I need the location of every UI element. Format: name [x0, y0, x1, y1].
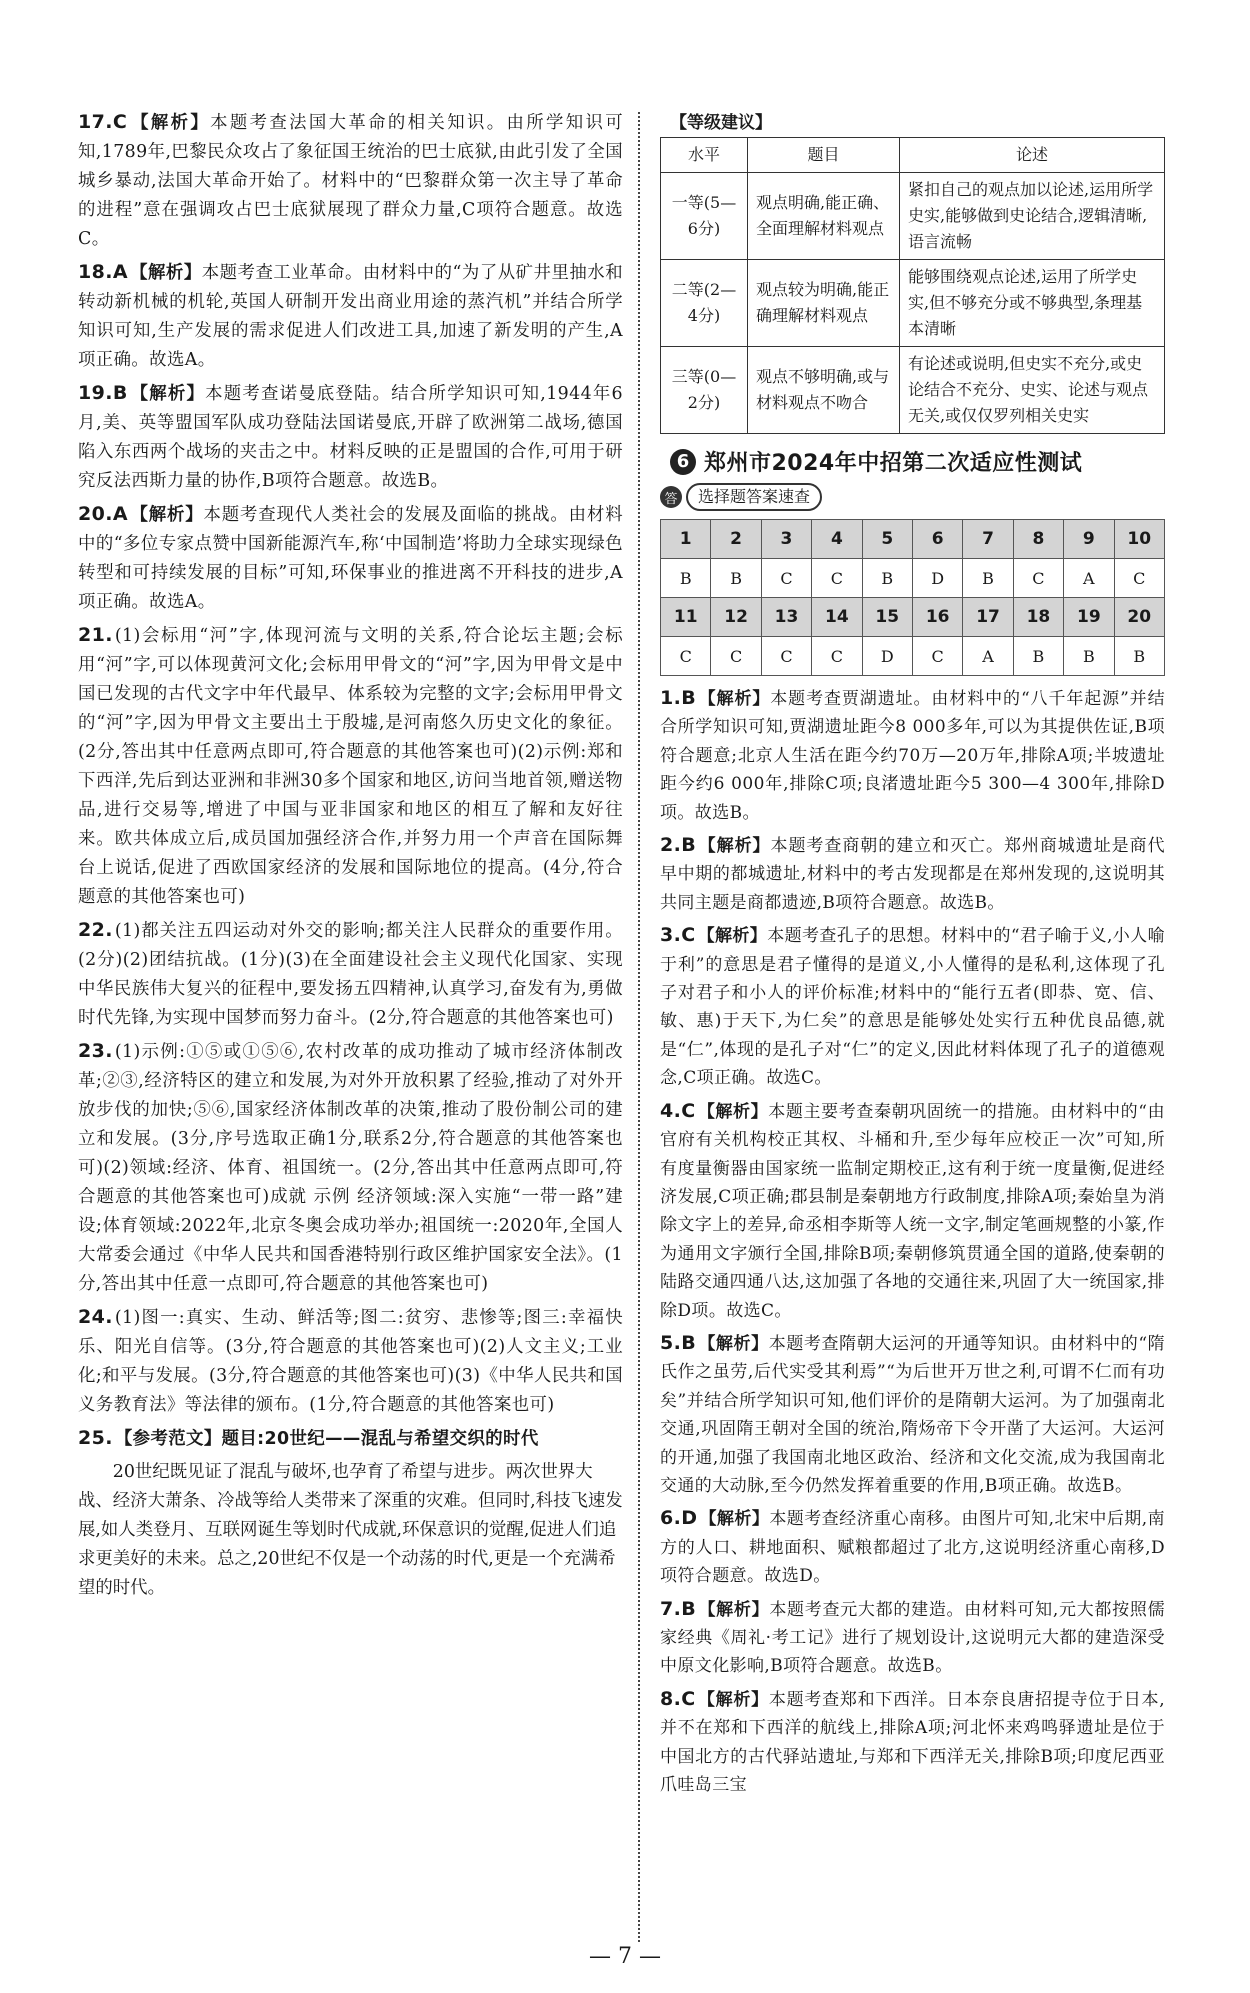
grade-header-topic: 题目	[748, 138, 900, 173]
quick-answer-label	[660, 483, 1165, 511]
question-number: 11	[661, 598, 711, 637]
answer-letter: B	[711, 559, 761, 598]
grade-topic: 观点不够明确,或与材料观点不吻合	[748, 347, 900, 434]
section-title: 郑州市2024年中招第二次适应性测试	[704, 451, 1083, 476]
answer-r3: 3.C 【解析】本题考查孔子的思想。材料中的“君子喻于义,小人喻于利”的意思是君子懂得的是道义,小人懂得的是私利,这体现了孔子对君子和小人的评价标准;材料中的“能行五者(即恭、宽、信、敏、惠)于天下,为仁矣”的意思是能够处处实行五种优良品德,就是“仁”,体现的是孔子对“仁”的定义,因此材料体现了孔子的道德观念,C项正确。故选C。	[660, 924, 1165, 1089]
answer-r2: 2.B 【解析】本题考查商朝的建立和灭亡。郑州商城遗址是商代早中期的都城遗址,材料中的考古发现都是在郑州发现的,这说明其共同主题是商都遗迹,B项符合题意。故选B。	[660, 834, 1165, 913]
question-number: 19	[1064, 598, 1114, 637]
answer-letter: B	[963, 559, 1013, 598]
answer-r8: 8.C 【解析】本题考查郑和下西洋。日本奈良唐招提寺位于日本,并不在郑和下西洋的航线上,排除A项;河北怀来鸡鸣驿遗址是位于中国北方的古代驿站遗址,与郑和下西洋无关,排除B项;印度尼西亚爪哇岛三宝	[660, 1687, 1165, 1796]
answer-letter: C	[761, 637, 811, 676]
question-number: 8	[1013, 520, 1063, 559]
grade-header-argument: 论述	[900, 138, 1165, 173]
question-number: 7	[963, 520, 1013, 559]
grade-argument: 紧扣自己的观点加以论述,运用所学史实,能够做到史论结合,逻辑清晰,语言流畅	[900, 173, 1165, 260]
right-column	[660, 108, 1165, 1803]
question-number: 20	[1114, 598, 1164, 637]
answer-letter: C	[1013, 559, 1063, 598]
grade-argument: 能够围绕观点论述,运用了所学史实,但不够充分或不够典型,条理基本清晰	[900, 260, 1165, 347]
quick-answer-text: 选择题答案速查	[686, 483, 822, 511]
question-number: 1	[661, 520, 711, 559]
answer-letter: C	[761, 559, 811, 598]
question-number: 12	[711, 598, 761, 637]
question-number: 15	[862, 598, 912, 637]
question-number: 17	[963, 598, 1013, 637]
question-number: 14	[812, 598, 862, 637]
question-number: 16	[912, 598, 962, 637]
page-number: — 7 —	[589, 1944, 661, 1969]
answer-23: 23. (1)示例:①⑤或①⑤⑥,农村改革的成功推动了城市经济体制改革;②③,经济特区的建立和发展,为对外开放积累了经验,推动了对外开放步伐的加快;⑤⑥,国家经济体制改革的决策,推动了股份制公司的建立和发展。(3分,序号选取正确1分,联系2分,符合题意的其他答案也可)(2)领域:经济、体育、祖国统一。(2分,答出其中任意两点即可,符合题意的其他答案也可)成就 示例 经济领域:深入实施“一带一路”建设;体育领域:2022年,北京冬奥会成功举办;祖国统一:2020年,全国人大常委会通过《中华人民共和国香港特别行政区维护国家安全法》。(1分,答出其中任意一点即可,符合题意的其他答案也可)	[78, 1040, 623, 1294]
answer-18: 18.A 【解析】本题考查工业革命。由材料中的“为了从矿井里抽水和转动新机械的机轮,英国人研制开发出商业用途的蒸汽机”并结合所学知识可知,生产发展的需求促进人们改进工具,加速了新发明的产生,A项正确。故选A。	[78, 261, 623, 370]
answer-letter: C	[812, 559, 862, 598]
answer-letter: C	[812, 637, 862, 676]
grade-argument: 有论述或说明,但史实不充分,或史论结合不充分、史实、论述与观点无关,或仅仅罗列相关史实	[900, 347, 1165, 434]
question-number: 5	[862, 520, 912, 559]
answer-letter: B	[1064, 637, 1114, 676]
answer-letter: C	[711, 637, 761, 676]
question-number: 6	[912, 520, 962, 559]
answer-letter: A	[1064, 559, 1114, 598]
answer-r5: 5.B 【解析】本题考查隋朝大运河的开通等知识。由材料中的“隋氏作之虽劳,后代实受其利焉”“为后世开万世之利,可谓不仁而有功矣”并结合所学知识可知,他们评价的是隋朝大运河。为了加强南北交通,巩固隋王朝对全国的统治,隋炀帝下令开凿了大运河。大运河的开通,加强了我国南北地区政治、经济和文化交流,成为我国南北交通的大动脉,至今仍然发挥着重要的作用,B项正确。故选B。	[660, 1331, 1166, 1496]
answer-r1: 1.B 【解析】本题考查贾湖遗址。由材料中的“八千年起源”并结合所学知识可知,贾湖遗址距今8 000多年,可以为其提供佐证,B项符合题意;北京人生活在距今约70万—20万年,排除A项;半坡遗址距今约6 000年,排除C项;良渚遗址距今5 300—4 300年,排除D项。故选B。	[660, 687, 1165, 823]
answer-17: 17.C 【解析】本题考查法国大革命的相关知识。由所学知识可知,1789年,巴黎民众攻占了象征国王统治的巴士底狱,由此引发了全国城乡暴动,法国大革命开始了。材料中的“巴黎群众第一次主导了革命的进程”意在强调攻占巴士底狱展现了群众力量,C项符合题意。故选C。	[78, 111, 623, 249]
answer-letter: B	[1114, 637, 1164, 676]
answer-number-row	[661, 520, 1165, 559]
question-number: 3	[761, 520, 811, 559]
answer-24: 24. (1)图一:真实、生动、鲜活等;图二:贫穷、悲惨等;图三:幸福快乐、阳光自信等。(3分,符合题意的其他答案也可)(2)人文主义;工业化;和平与发展。(3分,符合题意的其他答案也可)(3)《中华人民共和国义务教育法》等法律的颁布。(1分,符合题意的其他答案也可)	[78, 1306, 623, 1415]
grade-level: 二等(2—4分)	[661, 260, 748, 347]
answer-letter: A	[963, 637, 1013, 676]
grade-topic: 观点较为明确,能正确理解材料观点	[748, 260, 900, 347]
grade-row	[661, 347, 1165, 434]
grade-row	[661, 260, 1165, 347]
column-divider	[638, 112, 640, 1942]
answer-letter: C	[661, 637, 711, 676]
answer-letter: C	[1114, 559, 1164, 598]
answer-letter: B	[862, 559, 912, 598]
section-number-badge: 6	[670, 449, 696, 475]
answer-letter-row	[661, 637, 1165, 676]
grade-topic: 观点明确,能正确、全面理解材料观点	[748, 173, 900, 260]
answer-21: 21. (1)会标用“河”字,体现河流与文明的关系,符合论坛主题;会标用“河”字,可以体现黄河文化;会标用甲骨文的“河”字,因为甲骨文是中国已发现的古代文字中年代最早、体系较为完整的文字;会标用甲骨文的“河”字,因为甲骨文主要出土于殷墟,是河南悠久历史文化的象征。(2分,答出其中任意两点即可,符合题意的其他答案也可)(2)示例:郑和下西洋,先后到达亚洲和非洲30多个国家和地区,访问当地首领,赠送物品,进行交易等,增进了中国与亚非国家和地区的相互了解和友好往来。欧共体成立后,成员国加强经济合作,并努力用一个声音在国际舞台上说话,促进了西欧国家经济的发展和国际地位的提高。(4分,符合题意的其他答案也可)	[78, 624, 623, 907]
answer-r6: 6.D 【解析】本题考查经济重心南移。由图片可知,北宋中后期,南方的人口、耕地面积、赋粮都超过了北方,这说明经济重心南移,D项符合题意。故选D。	[660, 1507, 1165, 1587]
answer-letter: C	[912, 637, 962, 676]
grade-header-row	[661, 138, 1165, 173]
grade-table	[660, 137, 1165, 434]
question-number: 13	[761, 598, 811, 637]
grade-row	[661, 173, 1165, 260]
question-number: 2	[711, 520, 761, 559]
grade-header-level: 水平	[661, 138, 748, 173]
question-number: 10	[1114, 520, 1164, 559]
answer-20: 20.A 【解析】本题考查现代人类社会的发展及面临的挑战。由材料中的“多位专家点赞中国新能源汽车,称‘中国制造’将助力全球实现绿色转型和可持续发展的目标”可知,环保事业的推进离不开科技的进步,A项正确。故选A。	[78, 503, 623, 612]
answer-key-table	[660, 519, 1165, 676]
question-number: 9	[1064, 520, 1114, 559]
answer-19: 19.B 【解析】本题考查诺曼底登陆。结合所学知识可知,1944年6月,美、英等盟国军队成功登陆法国诺曼底,开辟了欧洲第二战场,德国陷入东西两个战场的夹击之中。材料反映的正是盟国的合作,可用于研究反法西斯力量的协作,B项符合题意。故选B。	[78, 382, 623, 491]
answer-letter: D	[912, 559, 962, 598]
answer-25: 25. 【参考范文】题目:20世纪——混乱与希望交织的时代	[78, 1427, 539, 1449]
answer-letter: B	[1013, 637, 1063, 676]
essay-paragraph: 20世纪既见证了混乱与破坏,也孕育了希望与进步。两次世界大战、经济大萧条、冷战等给人类带来了深重的灾难。但同时,科技飞速发展,如人类登月、互联网诞生等划时代成就,环保意识的觉醒,促进人们追求更美好的未来。总之,20世纪不仅是一个动荡的时代,更是一个充满希望的时代。	[78, 1462, 623, 1598]
question-number: 4	[812, 520, 862, 559]
answer-letter: D	[862, 637, 912, 676]
left-column	[78, 108, 623, 1603]
grade-level: 三等(0—2分)	[661, 347, 748, 434]
answer-letter-row	[661, 559, 1165, 598]
answer-r4: 4.C 【解析】本题主要考查秦朝巩固统一的措施。由材料中的“由官府有关机构校正其权、斗桶和升,至少每年应校正一次”可知,所有度量衡器由国家统一监制定期校正,这有利于统一度量衡,促进经济发展,C项正确;郡县制是秦朝地方行政制度,排除A项;秦始皇为消除文字上的差异,命丞相李斯等人统一文字,制定笔画规整的小篆,作为通用文字颁行全国,排除B项;秦朝修筑贯通全国的道路,使秦朝的陆路交通四通八达,这加强了各地的交通往来,巩固了大一统国家,排除D项。故选C。	[660, 1099, 1165, 1321]
answer-icon: 答	[660, 486, 682, 508]
section-header	[670, 446, 1165, 477]
answer-number-row	[661, 598, 1165, 637]
grade-level: 一等(5—6分)	[661, 173, 748, 260]
question-number: 18	[1013, 598, 1063, 637]
answer-letter: B	[661, 559, 711, 598]
answer-22: 22. (1)都关注五四运动对外交的影响;都关注人民群众的重要作用。(2分)(2)团结抗战。(1分)(3)在全面建设社会主义现代化国家、实现中华民族伟大复兴的征程中,要发扬五四精神,认真学习,奋发有为,勇做时代先锋,为实现中国梦而努力奋斗。(2分,符合题意的其他答案也可)	[78, 919, 623, 1028]
answer-r7: 7.B 【解析】本题考查元大都的建造。由材料可知,元大都按照儒家经典《周礼·考工记》进行了规划设计,这说明元大都的建造深受中原文化影响,B项符合题意。故选B。	[660, 1597, 1165, 1677]
grade-title: 【等级建议】	[670, 113, 772, 133]
